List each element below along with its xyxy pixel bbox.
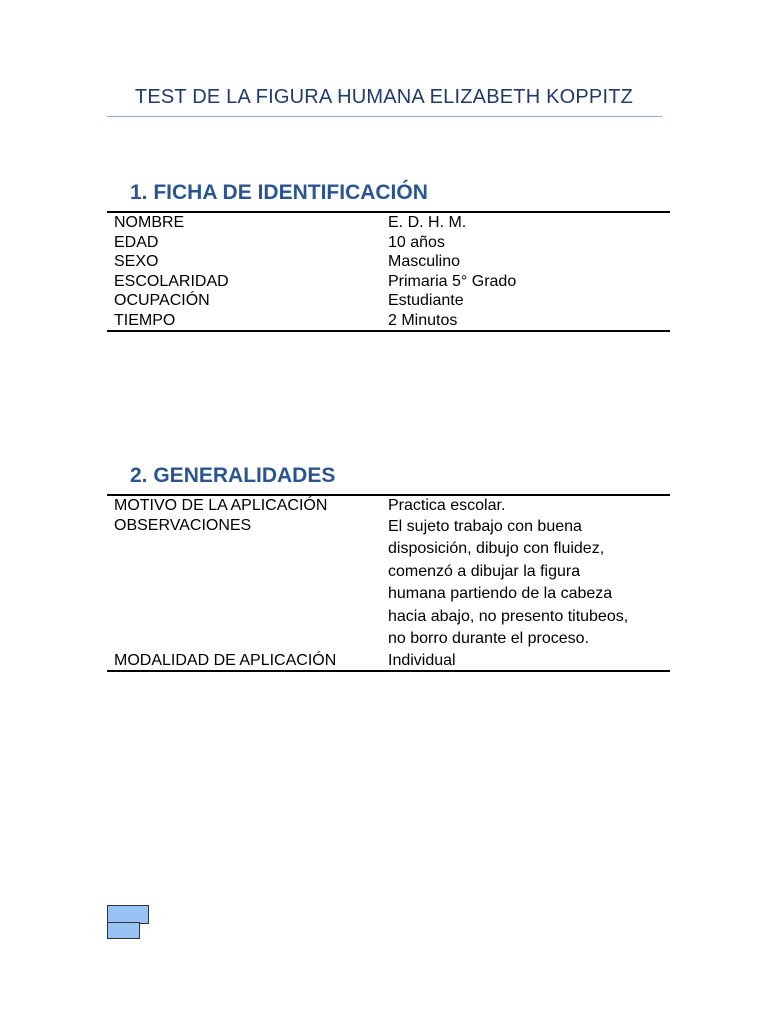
row-value: 10 años — [388, 233, 445, 251]
row-value: E. D. H. M. — [388, 214, 467, 231]
observation-line: comenzó a dibujar la figura — [388, 562, 581, 580]
title-underline — [107, 116, 662, 117]
generalities-table — [107, 494, 670, 672]
row-value: 2 Minutos — [388, 311, 458, 329]
footer-decoration-box-bottom — [107, 922, 140, 939]
document-title: TEST DE LA FIGURA HUMANA ELIZABETH KOPPITZ — [134, 86, 634, 108]
row-value: Estudiante — [388, 292, 464, 309]
section-1-heading: 1. FICHA DE IDENTIFICACIÓN — [130, 181, 428, 204]
row-label: MOTIVO DE LA APLICACIÓN — [114, 497, 328, 514]
row-label: MODALIDAD DE APLICACIÓN — [114, 651, 337, 669]
table-row — [107, 291, 670, 311]
row-value: Practica escolar. — [388, 497, 506, 514]
row-label: ESCOLARIDAD — [114, 272, 229, 290]
identification-table — [107, 211, 670, 332]
row-label: NOMBRE — [114, 214, 185, 231]
table-row — [107, 496, 670, 516]
table-row — [107, 272, 670, 292]
table-row — [107, 516, 670, 651]
row-label: TIEMPO — [114, 311, 176, 329]
section-2-heading: 2. GENERALIDADES — [130, 464, 336, 487]
table-row — [107, 311, 670, 331]
observation-line: humana partiendo de la cabeza — [388, 585, 613, 602]
observation-line: disposición, dibujo con fluidez, — [388, 540, 605, 557]
row-label: OCUPACIÓN — [114, 292, 210, 309]
row-label: OBSERVACIONES — [114, 516, 252, 534]
table-row — [107, 213, 670, 233]
observation-line: no borro durante el proceso. — [388, 630, 590, 647]
observation-line: hacia abajo, no presento titubeos, — [388, 607, 629, 625]
table-row — [107, 252, 670, 272]
table-row — [107, 651, 670, 671]
row-value: Masculino — [388, 253, 461, 270]
observations-text — [388, 516, 670, 651]
observation-line: El sujeto trabajo con buena — [388, 517, 582, 535]
table-row — [107, 233, 670, 253]
row-value: Primaria 5° Grado — [388, 272, 517, 290]
row-value: Individual — [388, 651, 456, 669]
row-label: EDAD — [114, 233, 159, 251]
row-label: SEXO — [114, 253, 159, 270]
